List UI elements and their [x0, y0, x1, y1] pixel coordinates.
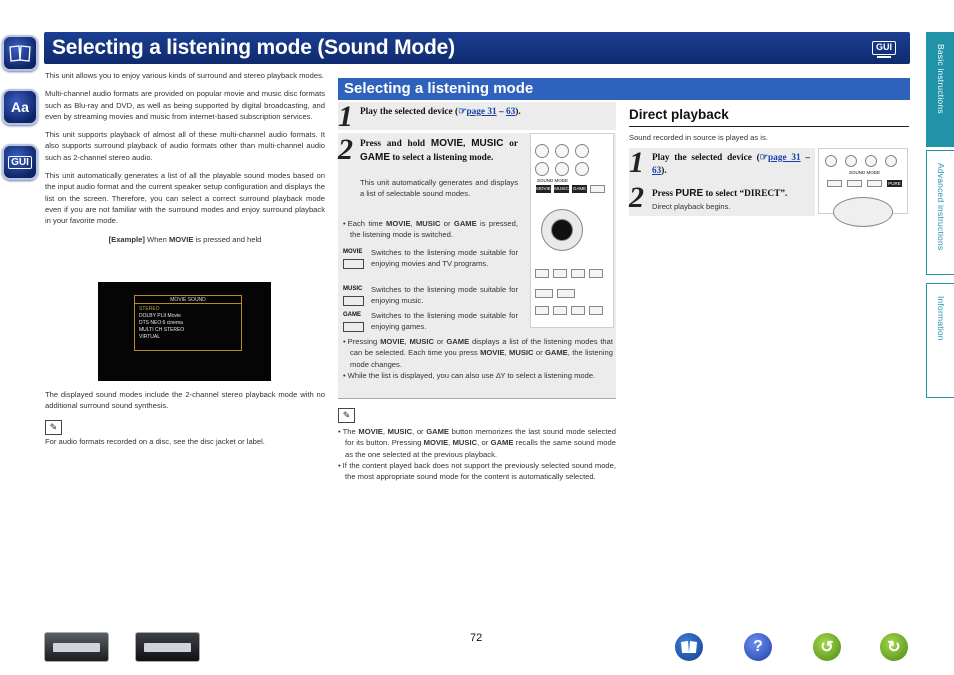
- remote-icon[interactable]: [135, 632, 200, 662]
- screen-header: MOVIE SOUND: [135, 296, 241, 304]
- section-bar: [338, 78, 910, 100]
- text: Each time: [347, 219, 387, 228]
- text: recalls the same sound mode as the one selected at the previous playback.: [345, 438, 616, 459]
- text: Pressing: [347, 337, 381, 346]
- page-ref-icon: ☞: [458, 107, 467, 117]
- each-time-bullet: [343, 218, 518, 241]
- index-aa-label: Aa: [11, 99, 29, 115]
- tab-information[interactable]: Information: [926, 283, 954, 398]
- direct-step-2-desc: Direct playback begins.: [652, 202, 731, 211]
- sound-mode-label: SOUND MODE: [849, 170, 881, 175]
- step-text: ,: [463, 139, 472, 149]
- bullet-item: [343, 218, 518, 241]
- game-key: GAME: [360, 152, 390, 163]
- page-link-31[interactable]: page 31: [768, 153, 801, 163]
- pressing-bullets: [343, 336, 613, 381]
- screen-options: [139, 306, 184, 341]
- help-question-icon[interactable]: ?: [744, 633, 772, 661]
- mode-game: [343, 310, 518, 333]
- receiver-front-panel-icon[interactable]: [44, 632, 109, 662]
- movie-key: MOVIE: [358, 427, 383, 436]
- direct-playback-title: Direct playback: [629, 107, 729, 122]
- pure-button: [590, 185, 605, 193]
- text: ,: [504, 348, 510, 358]
- remote-control-illustration-right: [818, 148, 908, 214]
- text: ,: [382, 427, 388, 436]
- screen-option: DTS NEO:6 cinema: [139, 320, 183, 326]
- music-key: MUSIC: [471, 138, 504, 149]
- memo-pencil-icon: ✎: [45, 420, 62, 435]
- music-key: MUSIC: [415, 219, 441, 228]
- direct-step-2-text: [652, 187, 814, 201]
- book-icon: [680, 640, 698, 654]
- remote-key: [571, 269, 585, 278]
- sound-mode-label: SOUND MODE: [537, 178, 569, 183]
- text: The: [342, 427, 359, 436]
- page-ref-icon: ☞: [759, 153, 769, 163]
- movie-key: MOVIE: [380, 337, 405, 346]
- remote-button: [555, 144, 569, 158]
- step-dash: –: [800, 153, 810, 163]
- text: , the listening mode changes.: [350, 348, 613, 369]
- cursor-ring: [833, 197, 893, 227]
- gui-badge-icon: GUI: [872, 41, 896, 55]
- mode-description: Switches to the listening mode suitable for enjoying music.: [371, 285, 518, 306]
- remote-button: [535, 162, 549, 176]
- music-key: MUSIC: [387, 427, 413, 436]
- notes-bullets: [338, 426, 616, 482]
- divider: [629, 126, 909, 127]
- remote-button: [845, 155, 857, 167]
- bullet-item: • If the content played back does not support the previously selected sound mode, the most appropriate sound mode for the content is automatically selected.: [338, 460, 616, 483]
- game-button: GAME: [572, 186, 587, 191]
- book-icon: [9, 44, 31, 62]
- text: to select a listening mode.: [505, 370, 596, 380]
- page-link-63[interactable]: 63: [652, 166, 662, 176]
- movie-key: MOVIE: [430, 138, 464, 149]
- mode-movie: [343, 247, 518, 270]
- text: While the list is displayed, you can also use: [347, 370, 496, 380]
- memo-pencil-icon: ✎: [338, 408, 355, 423]
- stereo-note: The displayed sound modes include the 2-channel stereo playback mode with no additional surround sound synthesis.: [45, 390, 325, 411]
- step-2-desc: This unit automatically generates and displays a list of selectable sound modes.: [360, 178, 518, 199]
- text: ,: [404, 337, 410, 346]
- bullet-item: [338, 426, 616, 460]
- movie-key: MOVIE: [480, 348, 505, 358]
- step-text: Press and hold: [360, 139, 431, 149]
- page-title: Selecting a listening mode (Sound Mode): [52, 36, 455, 59]
- sound-mode-screen: [98, 282, 271, 381]
- intro-column: [45, 70, 325, 245]
- section-title: Selecting a listening mode: [344, 80, 534, 97]
- contents-book-icon[interactable]: [675, 633, 703, 661]
- remote-key: [571, 306, 585, 315]
- example-text-post: is pressed and held: [193, 234, 262, 244]
- gui-icon-label: GUI: [8, 156, 32, 169]
- remote-key: [535, 269, 549, 278]
- screen-option: VIRTUAL: [139, 334, 161, 340]
- step-text: Play the selected device (: [360, 107, 459, 117]
- remote-key: [557, 289, 575, 298]
- remote-key: [535, 306, 549, 315]
- contents-book-icon[interactable]: [2, 35, 38, 71]
- game-key: GAME: [446, 337, 470, 346]
- mode-description: Switches to the listening mode suitable for enjoying games.: [371, 311, 518, 332]
- intro-paragraph: This unit allows you to enjoy various kinds of surround and stereo playback modes.: [45, 71, 325, 80]
- music-key: MUSIC: [409, 337, 434, 346]
- direct-step-1-text: [652, 152, 810, 178]
- text: button memorizes the last sound mode selected for its button. Pressing: [345, 427, 616, 448]
- page-link-63[interactable]: 63: [505, 107, 516, 117]
- text: is pressed, the listening mode is switched.: [350, 219, 518, 240]
- step-close: ).: [515, 107, 521, 117]
- page-link-31[interactable]: page 31: [466, 107, 497, 117]
- remote-key: [589, 269, 603, 278]
- title-bar: [44, 32, 910, 64]
- intro-paragraph: This unit automatically generates a list of all the playable sound modes based on the input audio format and the current speaker setup configuration and displays the list on the screen. Therefore, you can select a correct surround playback mode even if you are not familiar with the surround modes and enjoy surround playback in your favorite mode.: [45, 171, 325, 226]
- game-logo: GAME: [343, 310, 365, 332]
- text: ,: [410, 219, 416, 228]
- up-down-arrow-icon: ΔΥ: [495, 370, 506, 380]
- text: displays a list of the listening modes that can be selected. Each time you press: [350, 337, 613, 358]
- game-button: [867, 180, 882, 187]
- text: or: [440, 219, 454, 228]
- remote-button: [575, 162, 589, 176]
- step-number: 1: [629, 146, 644, 179]
- remote-button: [885, 155, 897, 167]
- remote-key: [553, 306, 567, 315]
- step-text: to select a listening mode.: [390, 153, 494, 163]
- screen-option: STEREO: [139, 306, 160, 312]
- screen-option: MULTI CH STEREO: [139, 327, 185, 333]
- remote-button: [575, 144, 589, 158]
- music-key: MUSIC: [509, 348, 534, 358]
- direct-steps-box: [629, 148, 815, 216]
- movie-logo: MOVIE: [343, 247, 365, 269]
- step-1-box: [338, 100, 616, 133]
- divider: [338, 398, 616, 399]
- remote-button: [825, 155, 837, 167]
- gui-icon[interactable]: [2, 144, 38, 180]
- page-number: 72: [470, 632, 483, 644]
- back-arrow-icon[interactable]: ↺: [813, 633, 841, 661]
- step-text: Press: [652, 189, 676, 199]
- pure-button: PURE: [888, 181, 901, 186]
- example-label: [Example]: [108, 234, 145, 244]
- forward-arrow-icon[interactable]: ↻: [880, 633, 908, 661]
- pure-key: PURE: [675, 188, 704, 199]
- example-caption: [45, 234, 325, 245]
- step-number: 1: [338, 100, 353, 133]
- remote-button: [535, 144, 549, 158]
- game-key: GAME: [544, 348, 568, 358]
- remote-key: [553, 269, 567, 278]
- movie-button: MOVIE: [536, 186, 551, 191]
- mode-description: Switches to the listening mode suitable for enjoying movies and TV programs.: [371, 248, 518, 269]
- step-text: or: [503, 139, 518, 149]
- remote-key: [535, 289, 553, 298]
- text: or: [433, 337, 447, 346]
- game-key: GAME: [490, 438, 514, 448]
- text: , or: [477, 438, 491, 448]
- bullet-item: [343, 370, 613, 381]
- step-number: 2: [338, 133, 353, 166]
- example-text-pre: When: [144, 234, 169, 244]
- mode-music: [343, 284, 518, 307]
- game-key: GAME: [453, 219, 477, 228]
- music-logo: MUSIC: [343, 284, 365, 306]
- remote-key: [589, 306, 603, 315]
- tab-advanced-instructions[interactable]: Advanced instructions: [926, 150, 954, 275]
- direct-playback-desc: Sound recorded in source is played as is.: [629, 133, 768, 142]
- text: ,: [448, 438, 453, 448]
- text: or: [533, 348, 545, 358]
- remote-control-illustration: [530, 133, 614, 328]
- step-text: to select “DIRECT”.: [703, 189, 788, 199]
- disc-note: For audio formats recorded on a disc, see the disc jacket or label.: [45, 437, 265, 446]
- index-aa-icon[interactable]: [2, 89, 38, 125]
- enter-button: [551, 219, 573, 241]
- bullet-item: [343, 336, 613, 370]
- text: , or: [412, 427, 427, 436]
- remote-button: [865, 155, 877, 167]
- step-dash: –: [496, 107, 506, 117]
- intro-paragraph: Multi-channel audio formats are provided on popular movie and music disc formats such as Blu-ray and DVD, as well as being supported by digital broadcasting, and even by streaming movies and music from internet-based subscription services.: [45, 89, 325, 121]
- movie-key: MOVIE: [386, 219, 411, 228]
- example-button: MOVIE: [168, 234, 194, 244]
- music-button: MUSIC: [554, 186, 569, 191]
- step-2-text: [360, 137, 518, 165]
- remote-button: [555, 162, 569, 176]
- music-key: MUSIC: [452, 438, 478, 448]
- step-number: 2: [629, 181, 644, 214]
- game-key: GAME: [426, 427, 449, 436]
- tab-basic-instructions[interactable]: Basic instructions: [926, 32, 954, 147]
- movie-key: MOVIE: [423, 438, 449, 448]
- music-button: [847, 180, 862, 187]
- screen-menu: [134, 295, 242, 351]
- screen-option: DOLBY PLII Movie: [139, 313, 181, 319]
- step-1-text: [360, 106, 610, 119]
- intro-paragraph: This unit supports playback of almost all of these multi-channel audio formats. It also supports surround playback of audio formats other than multi-channel audio such as 2-channel stereo audio.: [45, 130, 325, 162]
- movie-button: [827, 180, 842, 187]
- step-text: Play the selected device (: [652, 153, 760, 163]
- step-close: ).: [661, 166, 667, 176]
